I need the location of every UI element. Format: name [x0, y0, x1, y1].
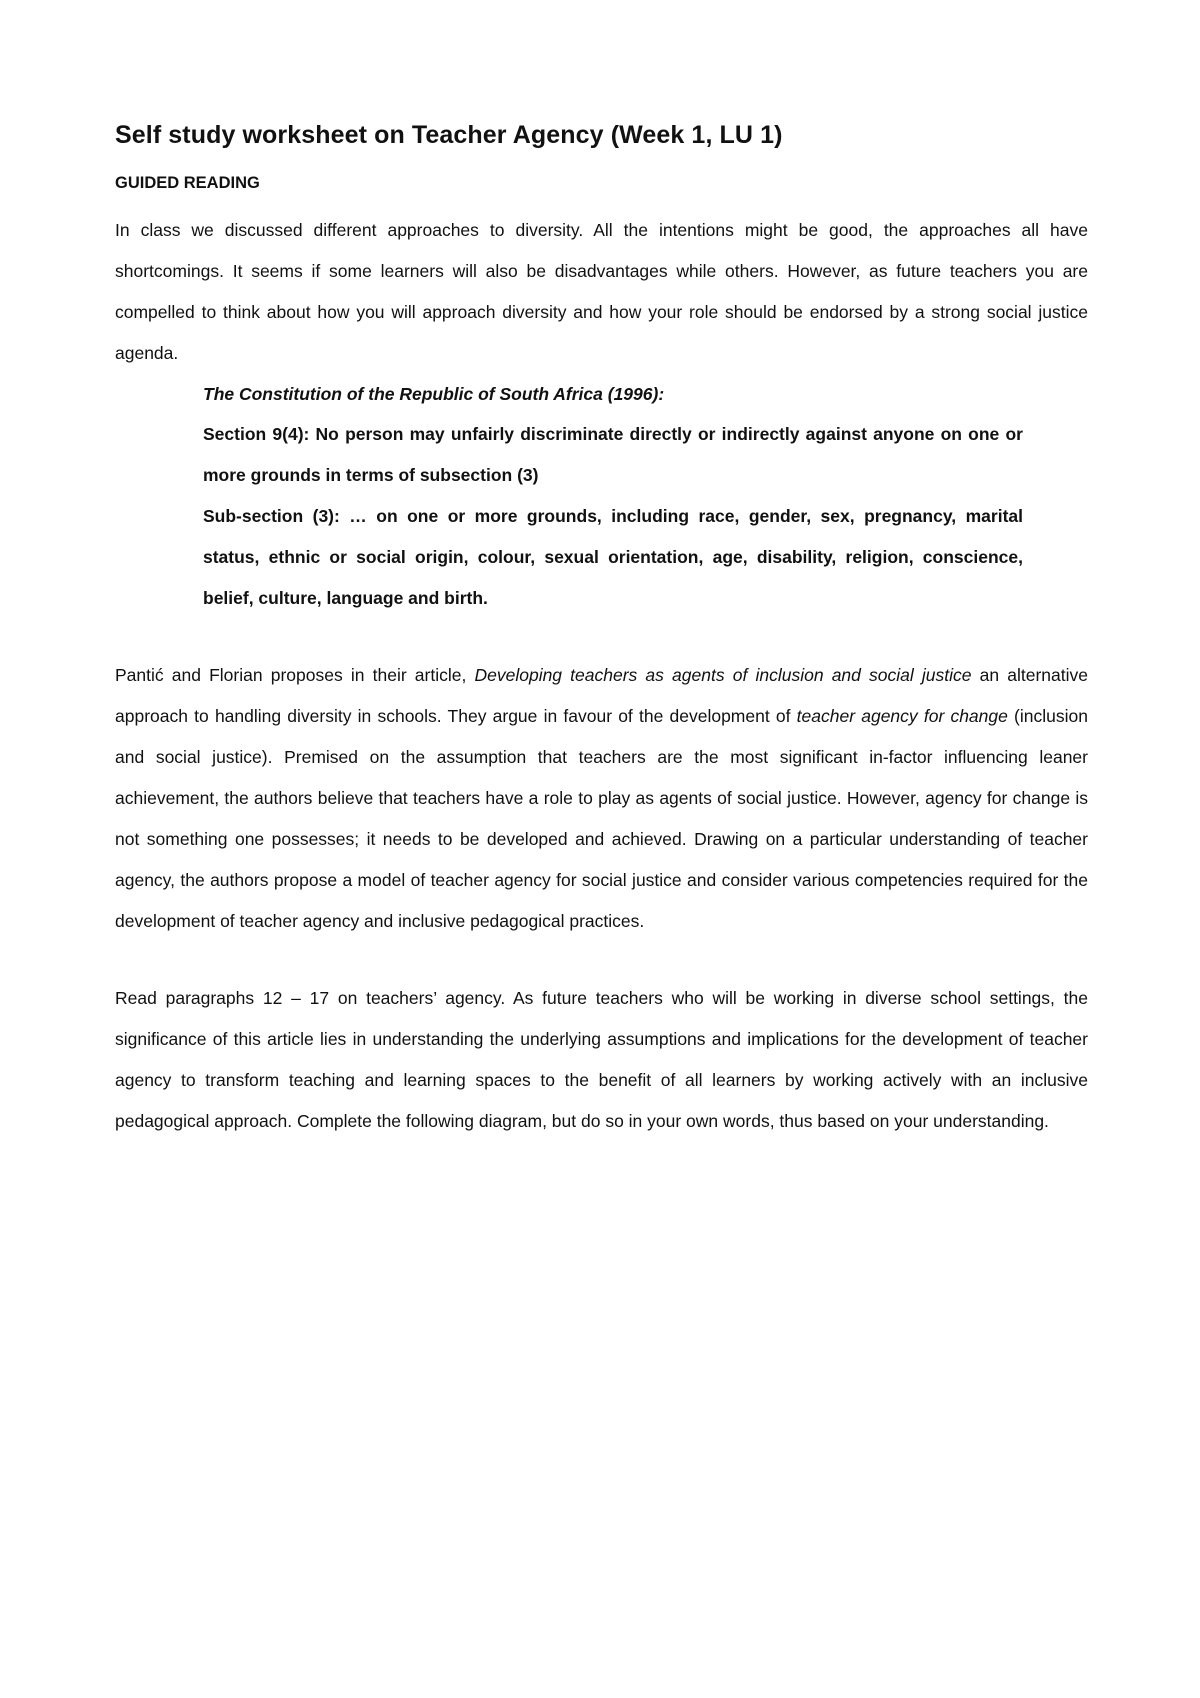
article-paragraph-part1: Pantić and Florian proposes in their article,	[115, 665, 475, 685]
document-body	[115, 118, 1088, 1142]
article-title: Developing teachers as agents of inclusion and social justice	[474, 665, 972, 685]
instruction-paragraph: Read paragraphs 12 – 17 on teachers’ agency. As future teachers who will be working in diverse school settings, the significance of this article lies in understanding the underlying assumptions and implications for the development of teacher agency to transform teaching and learning spaces to the benefit of all learners by working actively with an inclusive pedagogical approach. Complete the following diagram, but do so in your own words, thus based on your understanding.	[115, 988, 1088, 1131]
article-paragraph	[115, 655, 1088, 942]
quote-subsection-3: Sub-section (3): … on one or more grounds, including race, gender, sex, pregnancy, marital status, ethnic or social origin, colour, sexual orientation, age, disability, religion, conscience, belief, culture, language and birth.	[203, 506, 1023, 608]
document-title: Self study worksheet on Teacher Agency (Week 1, LU 1)	[115, 121, 783, 149]
quote-source: The Constitution of the Republic of South Africa (1996):	[203, 384, 665, 404]
article-paragraph-part3: (inclusion and social justice). Premised on the assumption that teachers are the most significant in-factor influencing leaner achievement, the authors believe that teachers have a role to play as agents of social justice. However, agency for change is not something one possesses; it needs to be developed and achieved. Drawing on a particular understanding of teacher agency, the authors propose a model of teacher agency for social justice and consider various competencies required for the development of teacher agency and inclusive pedagogical practices.	[115, 706, 1088, 931]
section-heading: GUIDED READING	[115, 174, 260, 192]
paragraph-gap	[115, 619, 1088, 655]
intro-paragraph: In class we discussed different approaches to diversity. All the intentions might be good, the approaches all have shortcomings. It seems if some learners will also be disadvantages while others. However, as future teachers you are compelled to think about how you will approach diversity and how your role should be endorsed by a strong social justice agenda.	[115, 220, 1088, 363]
article-paragraph-part2: an alternative approach to handling diversity in schools. They argue in favour of the development of	[115, 665, 1088, 726]
paragraph-gap	[115, 942, 1088, 978]
quote-section-9-4: Section 9(4): No person may unfairly discriminate directly or indirectly against anyone on one or more grounds in terms of subsection (3)	[203, 424, 1023, 485]
constitution-quote	[203, 374, 1023, 619]
teacher-agency-emphasis: teacher agency for change	[796, 706, 1008, 726]
